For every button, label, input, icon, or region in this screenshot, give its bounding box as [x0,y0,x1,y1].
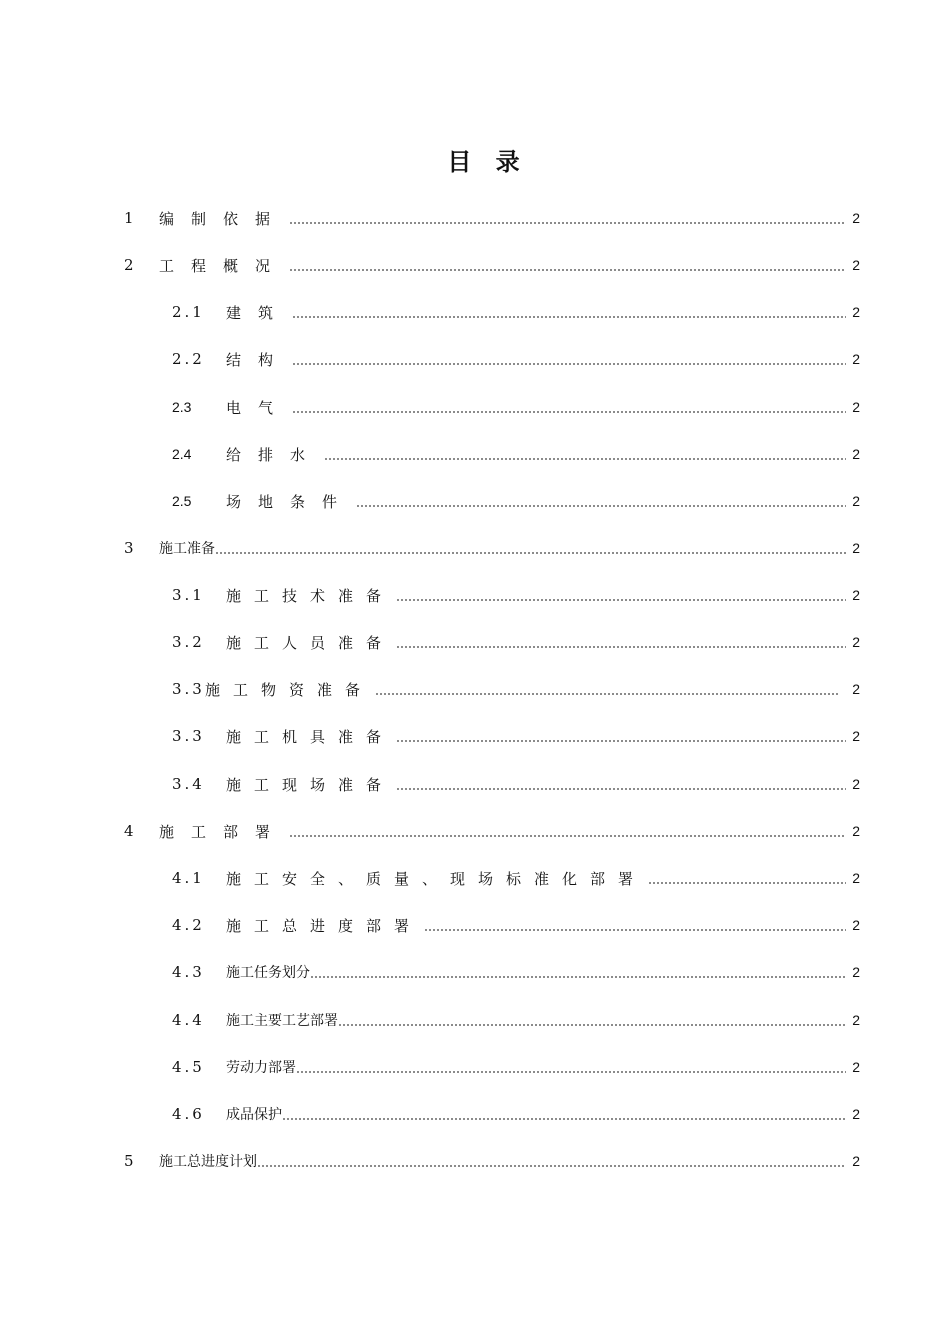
toc-dot-leader [292,363,846,365]
toc-entry-number: 4 [124,822,137,840]
toc-entry-number: 4.1 [172,869,205,887]
toc-dot-leader [424,929,846,931]
toc-dot-leader [292,411,846,413]
toc-entry-number: 3 [124,539,137,557]
toc-entry-number: 3.2 [172,633,205,651]
toc-entry-number: 4.2 [172,916,205,934]
toc-entry[interactable] [172,960,860,984]
toc-entry-number: 4.5 [172,1058,205,1076]
toc-dot-leader [324,458,846,460]
toc-entry[interactable] [172,489,860,513]
toc-entry[interactable] [172,442,860,466]
toc-entry-page: 2 [852,210,860,226]
toc-entry-title: 施工准备 [159,541,215,557]
toc-entry-title: 施工现场准备 [226,775,395,794]
toc-title: 目 录 [447,148,528,176]
toc-entry-page: 2 [852,351,860,367]
toc-entry-page: 2 [852,728,860,744]
toc-entry-number: 2.3 [172,399,192,415]
toc-entry[interactable] [172,583,860,607]
toc-dot-leader [396,788,846,790]
toc-entry-page: 2 [852,1153,860,1169]
toc-entry-page: 2 [852,399,860,415]
toc-entry-page: 2 [852,304,860,320]
toc-entry-title: 施工总进度部署 [226,916,423,935]
toc-entry-title: 结构 [226,350,291,369]
toc-dot-leader [310,976,846,978]
toc-entry-page: 2 [852,587,860,603]
toc-entry-page: 2 [852,823,860,839]
toc-entry-page: 2 [852,493,860,509]
toc-entry-number: 2.1 [172,303,205,321]
toc-entry-title: 场地条件 [226,492,355,511]
toc-dot-leader [396,646,846,648]
toc-entry-page: 2 [852,540,860,556]
toc-entry-page: 2 [852,446,860,462]
toc-dot-leader [396,599,846,601]
toc-entry-number: 3.3 [172,727,205,745]
toc-entry[interactable] [124,1149,860,1173]
toc-dot-leader [292,316,846,318]
toc-dot-leader [296,1071,846,1073]
toc-dot-leader [215,552,846,554]
toc-entry-title: 给排水 [226,445,323,464]
toc-dot-leader [289,269,846,271]
toc-entry[interactable] [124,536,860,560]
toc-entry-number: 4.3 [172,963,205,981]
toc-dot-leader [375,693,840,695]
toc-entry-page: 2 [852,870,860,886]
toc-dot-leader [356,505,846,507]
toc-entry[interactable] [124,253,860,277]
toc-entry-number: 5 [124,1152,137,1170]
toc-dot-leader [289,222,846,224]
toc-entry-title: 编制依据 [159,209,288,228]
toc-entry-number: 2.5 [172,493,192,509]
toc-entry[interactable] [172,724,860,748]
toc-entry-title: 施工总进度计划 [159,1154,257,1170]
toc-entry[interactable] [172,300,860,324]
toc-entry-title: 劳动力部署 [226,1060,296,1076]
toc-entry-title: 电气 [226,398,291,417]
toc-entry-page: 2 [852,257,860,273]
toc-entry[interactable] [172,913,860,937]
toc-entry-title: 建筑 [226,303,291,322]
toc-entry-page: 2 [852,776,860,792]
toc-entry-page: 2 [852,634,860,650]
toc-entry-page: 2 [852,1059,860,1075]
toc-entry-number: 3.3 [172,680,205,698]
toc-entry-title: 施工人员准备 [226,633,395,652]
toc-dot-leader [289,835,846,837]
toc-entry[interactable] [172,1008,860,1032]
toc-entry[interactable] [172,395,860,419]
toc-dot-leader [648,882,846,884]
toc-entry[interactable] [172,1102,860,1126]
toc-entry-number: 3.4 [172,775,205,793]
toc-entry[interactable] [172,347,860,371]
toc-entry-page: 2 [852,964,860,980]
toc-entry-title: 施工机具准备 [226,727,395,746]
toc-entry[interactable] [124,206,860,230]
toc-entry[interactable] [172,630,860,654]
toc-entry-number: 1 [124,209,137,227]
toc-entry[interactable] [172,1055,860,1079]
toc-dot-leader [338,1024,846,1026]
toc-entry-title: 工程概况 [159,256,288,275]
toc-entry-title: 施工技术准备 [226,586,395,605]
toc-entry-title: 成品保护 [226,1107,282,1123]
toc-entry[interactable] [124,819,860,843]
toc-entry-title: 施工任务划分 [226,965,310,981]
toc-entry-number: 3.1 [172,586,205,604]
toc-dot-leader [257,1165,846,1167]
toc-entry-number: 2.4 [172,446,192,462]
toc-entry-page: 2 [852,917,860,933]
toc-entry[interactable] [172,677,860,701]
toc-entry[interactable] [172,866,860,890]
toc-entry-page: 2 [852,1012,860,1028]
toc-entry-title: 施工物资准备 [205,680,374,699]
toc-entry-title: 施工安全、质量、现场标准化部署 [226,869,647,888]
toc-dot-leader [396,740,846,742]
toc-entry-number: 4.4 [172,1011,205,1029]
toc-dot-leader [282,1118,846,1120]
toc-entry-title: 施工部署 [159,822,288,841]
toc-entry-title: 施工主要工艺部署 [226,1013,338,1029]
toc-entry-page: 2 [852,681,860,697]
toc-entry[interactable] [172,772,860,796]
toc-entry-number: 2.2 [172,350,205,368]
toc-entry-number: 2 [124,256,137,274]
toc-entry-number: 4.6 [172,1105,205,1123]
toc-entry-page: 2 [852,1106,860,1122]
